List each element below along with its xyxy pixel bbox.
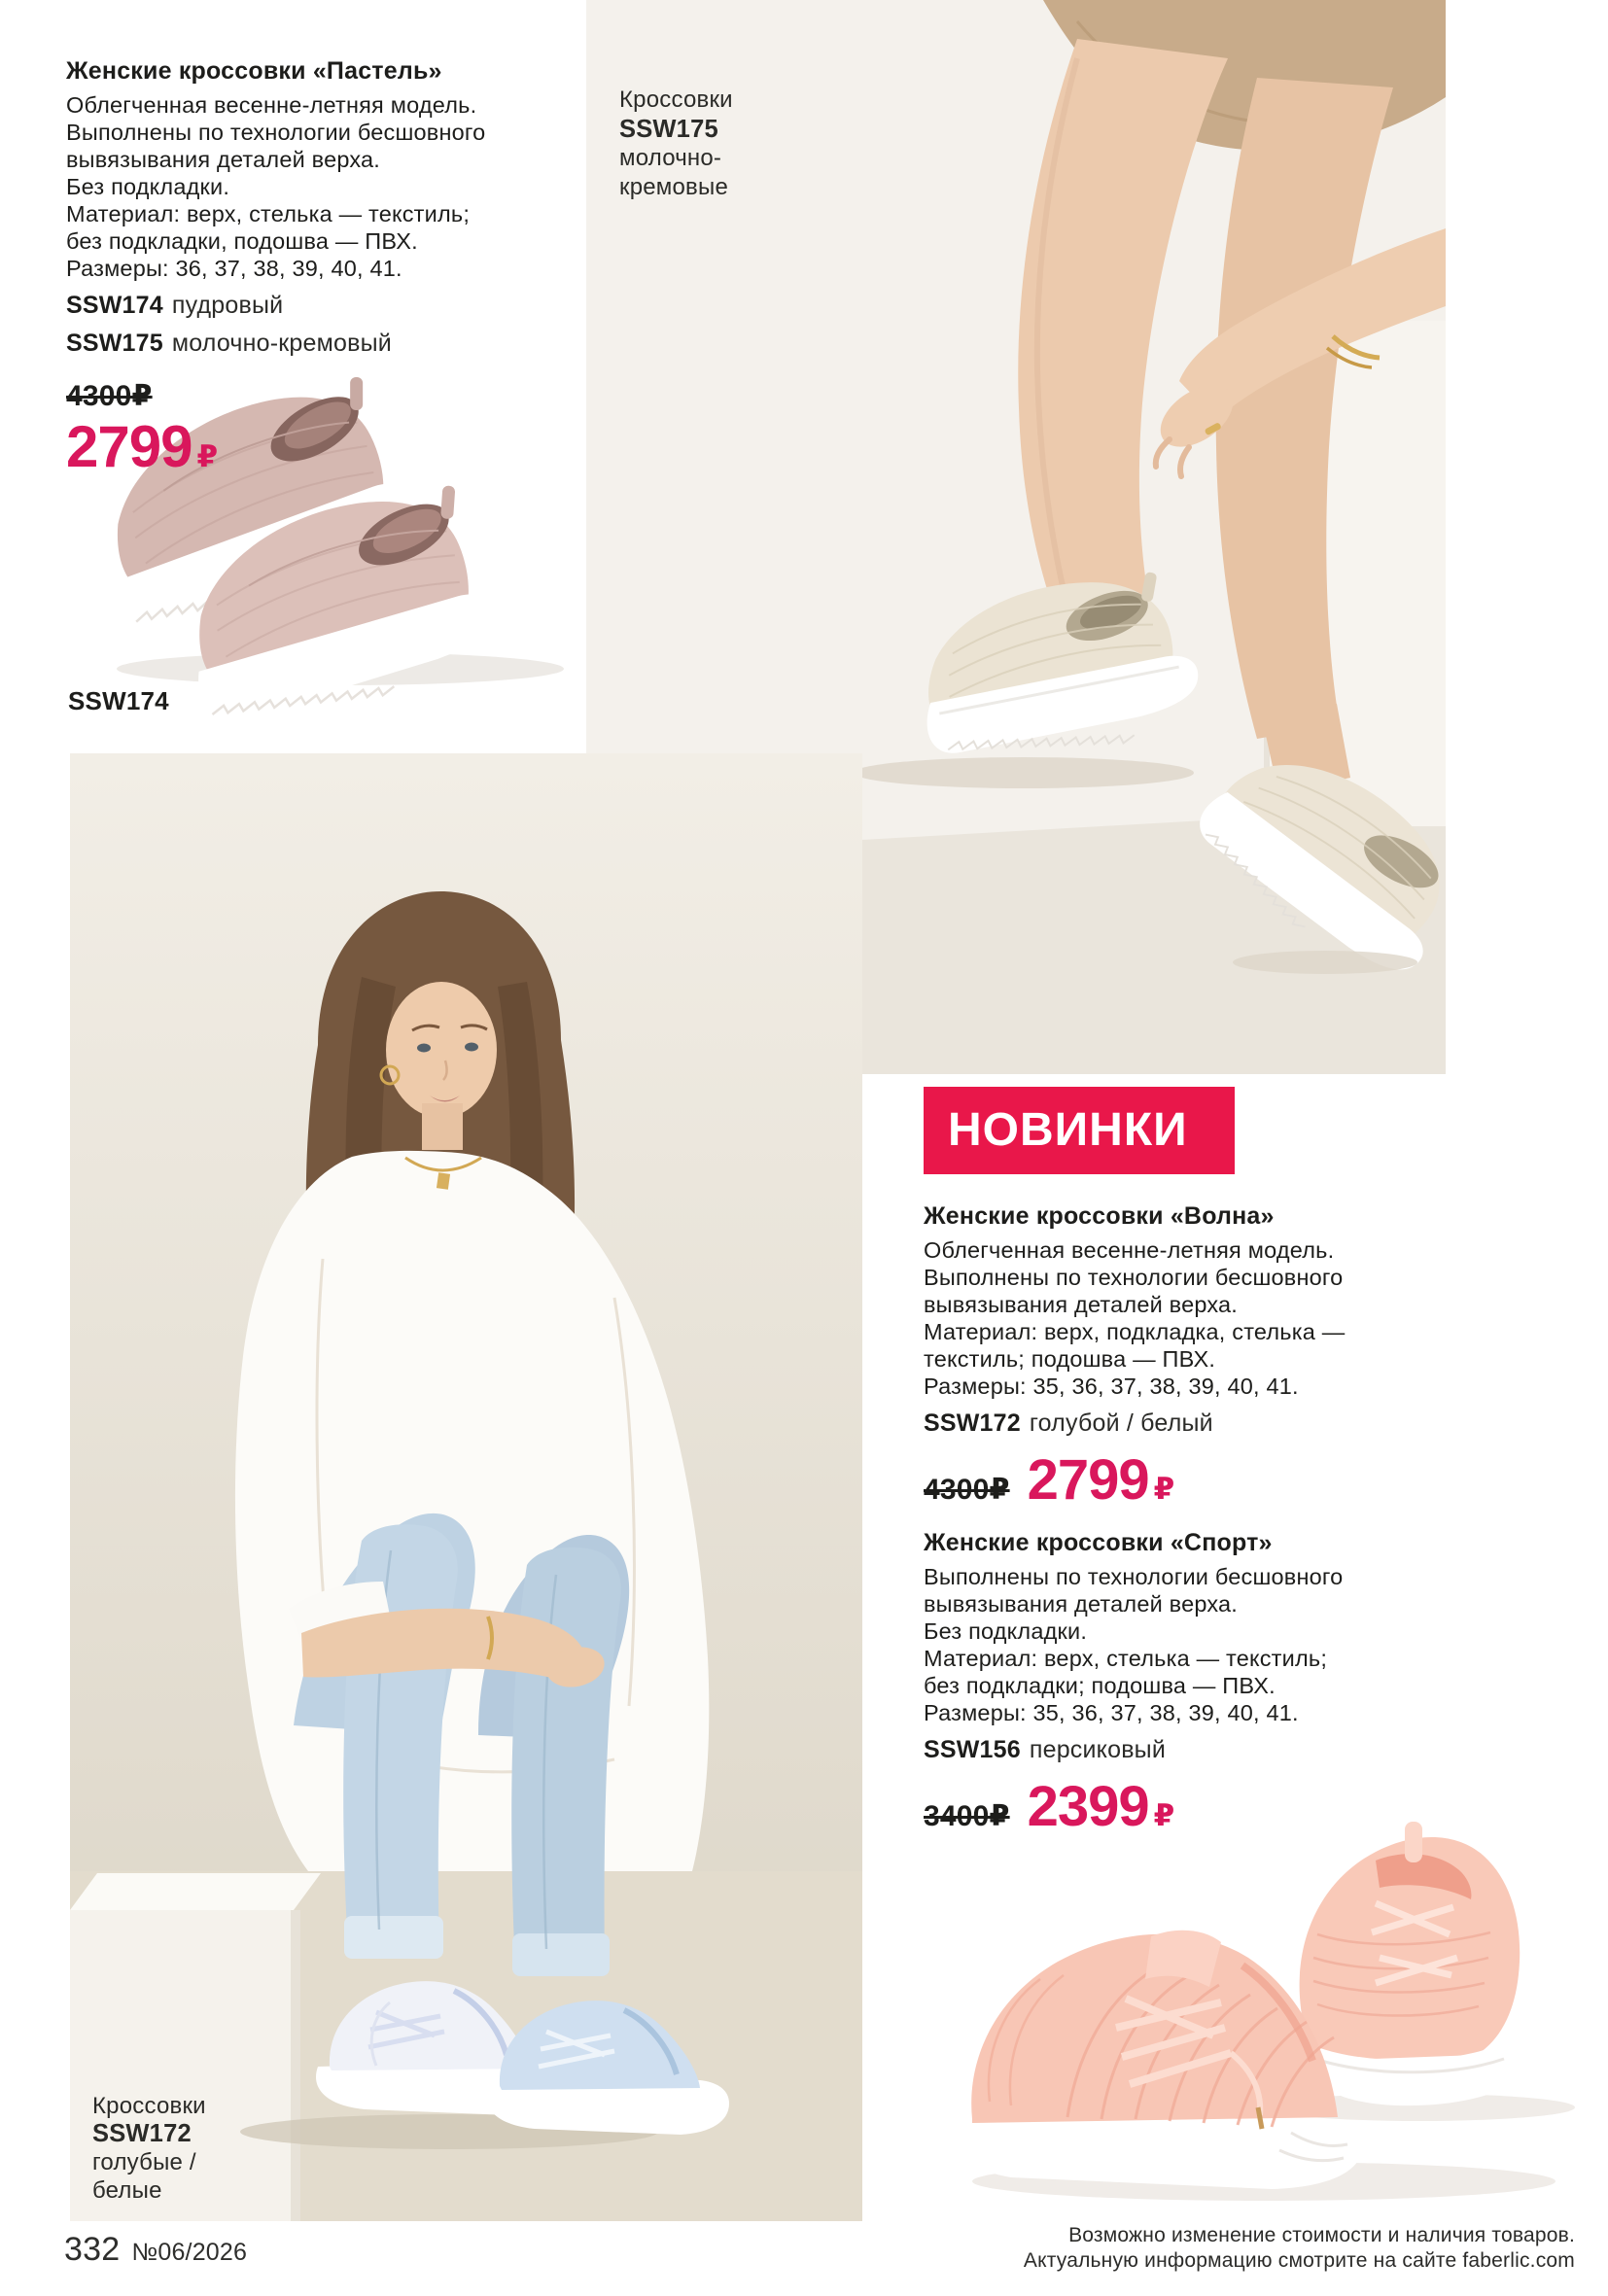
footer-page-info [64,2231,247,2269]
ruble-sign: ₽ [196,439,219,473]
photo-label-line: молочно- [619,145,722,171]
face [386,982,497,1118]
description-line: Выполнены по технологии бесшовного [924,1564,1344,1589]
description-line: Выполнены по технологии бесшовного [66,120,486,145]
description-line: Облегченная весенне-летняя модель. [66,92,477,118]
sku-code: SSW156 [924,1736,1021,1763]
photo-label-line: белые [92,2177,162,2204]
old-price: 4300₽ [924,1474,1010,1506]
new-price-amount: 2799 [66,414,192,479]
description-line: Материал: верх, стелька — текстиль; [66,201,471,226]
description-line: без подкладки; подошва — ПВХ. [924,1673,1276,1698]
sku-row [924,1735,1468,1764]
description-line: вывязывания деталей верха. [66,147,381,172]
sku-code: SSW174 [66,292,163,319]
product-title: Женские кроссовки «Пастель» [66,57,442,85]
product-info-volna [924,1201,1468,1512]
product-info-pastel [66,56,611,479]
photo-label-line: Кроссовки [92,2093,206,2119]
ruble-sign: ₽ [1153,1798,1175,1832]
description-line: Материал: верх, стелька — текстиль; [924,1646,1328,1671]
ruble-sign: ₽ [1153,1472,1175,1506]
pastel-photo-sku-label: SSW174 [68,686,169,715]
page-number: 332 [64,2231,121,2268]
sku-color: персиковый [1029,1736,1167,1763]
photo-label-sku: SSW172 [92,2120,192,2147]
novinki-banner: НОВИНКИ [924,1087,1235,1174]
new-price [1027,1448,1175,1512]
peach-sneaker-back [1300,1822,1528,2105]
disclaimer-line: Актуальную информацию смотрите на сайте faberlic.com [1023,2249,1575,2272]
description-line: Выполнены по технологии бесшовного [924,1265,1344,1290]
description-line: Размеры: 35, 36, 37, 38, 39, 40, 41. [924,1700,1299,1725]
product-title: Женские кроссовки «Спорт» [924,1529,1273,1556]
disclaimer-line: Возможно изменение стоимости и наличия товаров. [1068,2224,1575,2246]
description-line: вывязывания деталей верха. [924,1591,1239,1617]
portrait-photo-label [92,2092,206,2205]
description-line: Размеры: 36, 37, 38, 39, 40, 41. [66,256,402,281]
photo-label-sku: SSW175 [619,116,718,143]
product-info-sport [924,1528,1468,1838]
old-price: 3400₽ [924,1800,1010,1832]
photo-label-line: кремовые [619,174,728,200]
description-line: Размеры: 35, 36, 37, 38, 39, 40, 41. [924,1374,1299,1399]
description-line: без подкладки, подошва — ПВХ. [66,228,418,254]
new-price [1027,1775,1175,1838]
new-price-amount: 2399 [1027,1775,1149,1838]
description-line: Без подкладки. [66,174,230,199]
white-cube [70,1873,321,1910]
photo-label-line: голубые / [92,2149,196,2175]
sku-color: пудровый [171,292,284,319]
sku-row [924,1409,1468,1438]
sku-code: SSW172 [924,1409,1021,1437]
sku-color: молочно-кремовый [171,330,392,357]
sku-color: голубой / белый [1029,1409,1213,1437]
description-line: Без подкладки. [924,1618,1088,1644]
sku-row [66,291,611,320]
description-line: текстиль; подошва — ПВХ. [924,1346,1216,1372]
peach-sneakers-illustration [914,1804,1608,2216]
price-row [924,1775,1468,1838]
new-price-amount: 2799 [1027,1448,1149,1512]
peach-sneakers-photo [914,1804,1608,2216]
photo-label-line: Кроссовки [619,87,733,113]
product-title: Женские кроссовки «Волна» [924,1202,1275,1230]
description-line: вывязывания деталей верха. [924,1292,1239,1317]
sku-code: SSW175 [66,330,163,357]
old-price: 4300₽ [66,380,153,412]
catalog-issue: №06/2026 [131,2239,248,2266]
legs-photo-label [619,86,733,202]
price-row [924,1448,1468,1512]
sku-row [66,329,611,358]
model-portrait-photo [70,753,862,2221]
portrait-illustration [70,753,862,2221]
description-line: Облегченная весенне-летняя модель. [924,1237,1335,1263]
footer-disclaimer [1024,2223,1575,2274]
description-line: Материал: верх, подкладка, стелька — [924,1319,1346,1344]
new-price [66,414,611,479]
